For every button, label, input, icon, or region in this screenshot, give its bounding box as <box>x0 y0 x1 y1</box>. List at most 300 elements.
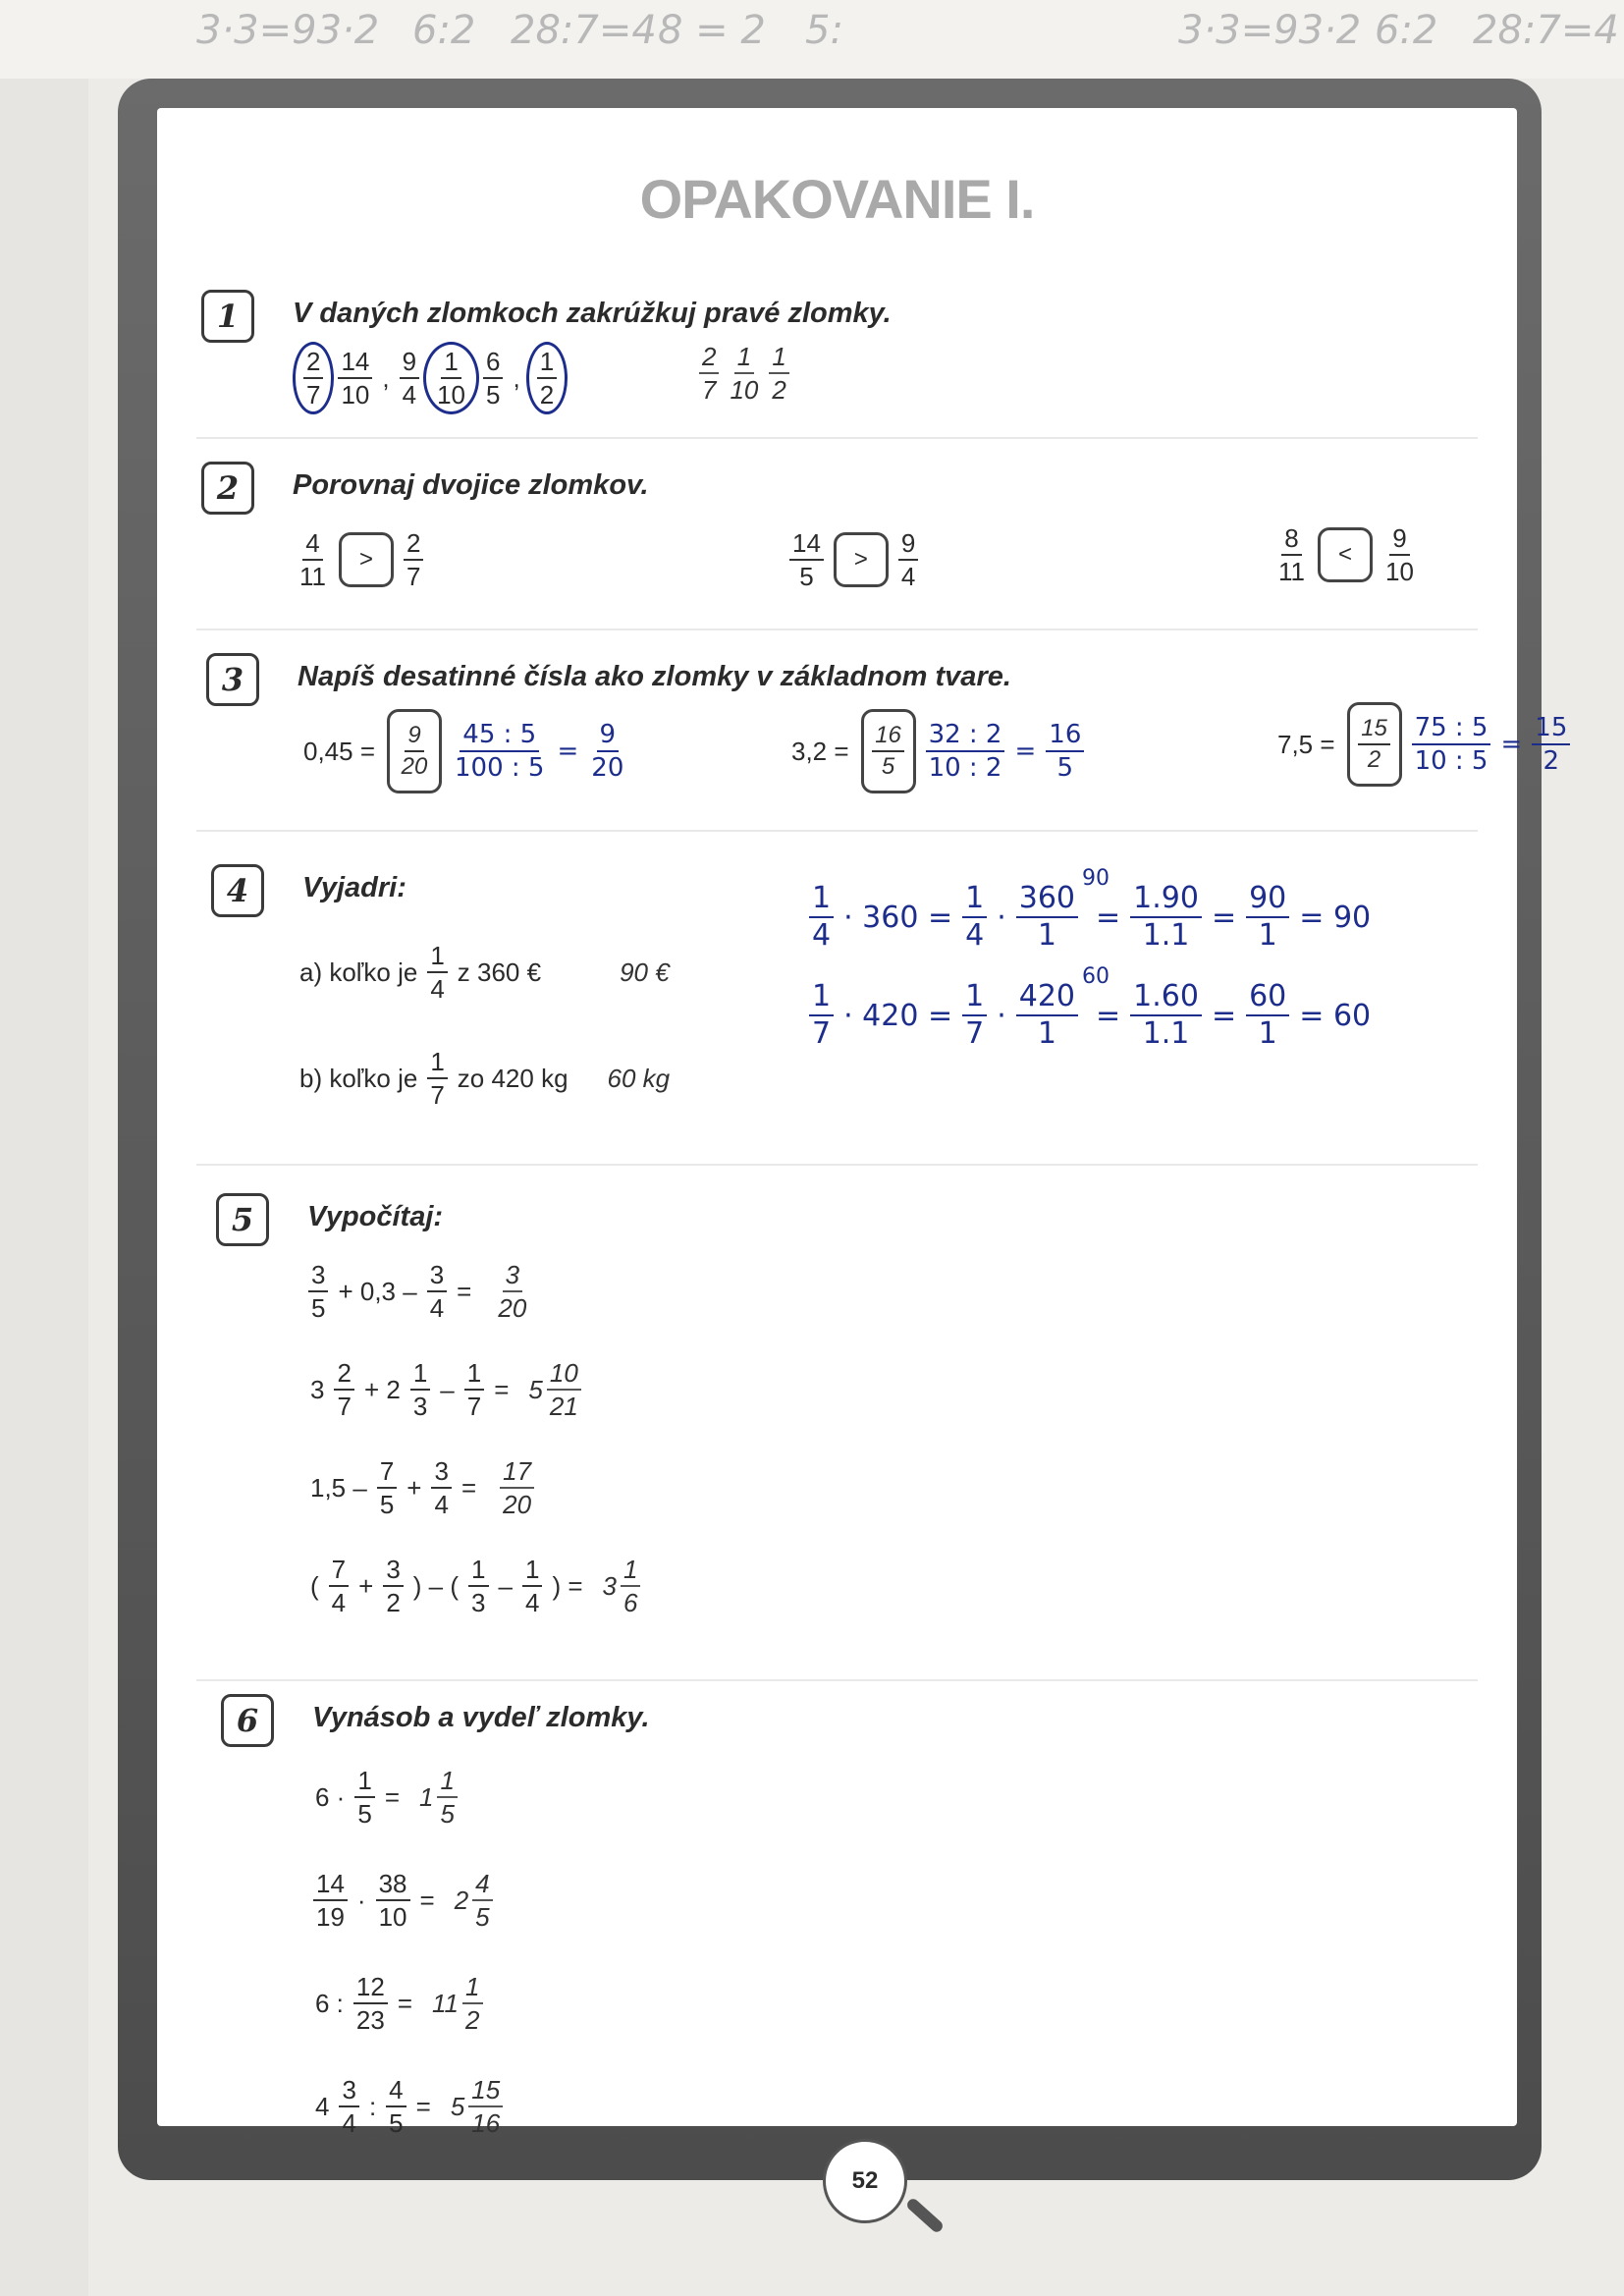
decimal-label: 0,45 = <box>303 736 376 766</box>
fraction <box>468 1557 488 1615</box>
answer-box <box>861 709 916 793</box>
numerator: 9 <box>405 724 423 752</box>
answer-fraction <box>472 1871 492 1930</box>
denominator: 7 <box>965 1016 985 1051</box>
exercise-4-instruction: Vyjadri: <box>302 872 406 903</box>
numerator: 1 <box>962 982 987 1016</box>
result: = 90 <box>1299 900 1372 935</box>
denominator: 4 <box>965 918 985 953</box>
numerator: 9 <box>898 530 918 561</box>
denominator: 20 <box>503 1490 532 1519</box>
numerator: 1 <box>464 1360 484 1391</box>
result: = 60 <box>1299 998 1372 1033</box>
expression-row <box>304 1360 585 1419</box>
operator: ) – ( <box>412 1570 460 1601</box>
numerator: 3 <box>308 1262 328 1292</box>
denominator: 5 <box>389 2108 404 2138</box>
decimal-label: 3,2 = <box>791 736 849 766</box>
margin-note: 60 <box>1082 963 1110 989</box>
numerator: 1 <box>462 1974 482 2004</box>
operator: · 420 = <box>843 998 953 1033</box>
denominator: 3 <box>412 1392 428 1421</box>
scribble: 28:7=4 <box>1473 8 1619 53</box>
fraction <box>427 1262 447 1321</box>
numerator: 8 <box>1281 525 1301 556</box>
equals: = <box>1500 730 1523 759</box>
answer <box>496 1458 538 1517</box>
whole-part: 1 <box>419 1781 434 1812</box>
fraction <box>483 349 503 408</box>
numerator: 1 <box>437 1768 457 1798</box>
numerator: 15 <box>468 2077 503 2107</box>
numerator: 60 <box>1246 982 1289 1016</box>
handwritten-work-4a <box>805 865 1377 953</box>
answer-fraction <box>769 344 788 403</box>
fraction <box>376 1871 410 1930</box>
answer-fraction <box>495 1262 529 1321</box>
comparison-box: < <box>1318 527 1373 582</box>
numerator: 1.90 <box>1130 884 1202 918</box>
denominator: 10 <box>730 375 759 405</box>
numerator: 3 <box>383 1557 403 1587</box>
expression-row <box>309 1974 487 2033</box>
numerator: 16 <box>872 724 904 752</box>
fraction <box>962 979 987 1051</box>
denominator: 7 <box>466 1392 482 1421</box>
fraction <box>303 349 323 408</box>
denominator: 5 <box>475 1902 490 1932</box>
numerator: 2 <box>303 349 323 379</box>
operator: 4 <box>315 2091 330 2121</box>
denominator: 20 <box>498 1293 527 1323</box>
numerator: 1 <box>962 884 987 918</box>
exercise-2-instruction: Porovnaj dvojice zlomkov. <box>293 469 649 501</box>
denominator: 4 <box>402 380 417 410</box>
whole-part: 11 <box>432 1988 460 2018</box>
fraction: $\frac{1}{7}$ <box>427 1049 447 1108</box>
whole-part: 2 <box>454 1885 469 1915</box>
denominator: 5 <box>799 562 814 591</box>
circled-fraction <box>423 342 479 414</box>
left-margin <box>0 79 88 2296</box>
exercise-5-instruction: Vypočítaj: <box>307 1201 444 1232</box>
circled-fraction <box>293 342 334 414</box>
page-number: 52 <box>823 2139 907 2223</box>
denominator: 2 <box>465 2005 480 2035</box>
exercise-number-3: 3 <box>206 653 259 706</box>
operator: = <box>397 1988 413 2018</box>
fraction <box>339 2077 358 2136</box>
answer-box <box>387 709 442 793</box>
numerator: 7 <box>329 1557 349 1587</box>
answer-fraction <box>500 1458 534 1517</box>
fraction <box>1246 881 1289 953</box>
fraction <box>809 881 834 953</box>
expression-row <box>309 1871 497 1930</box>
equals: = <box>557 737 579 766</box>
answer <box>451 2077 507 2136</box>
answer-fraction <box>621 1557 640 1615</box>
numerator: 1.60 <box>1130 982 1202 1016</box>
operator: ) = <box>552 1570 583 1601</box>
exercise-4a <box>299 943 670 1002</box>
denominator: 4 <box>900 562 916 591</box>
handwritten-work <box>922 722 1089 781</box>
numerator: 2 <box>699 344 719 374</box>
denominator: 7 <box>337 1392 352 1421</box>
exercise-4a-suffix: z 360 € <box>457 957 542 987</box>
numerator: 2 <box>334 1360 353 1391</box>
denominator: 1 <box>1037 918 1056 953</box>
denominator: 1.1 <box>1142 1016 1190 1051</box>
denominator: 19 <box>316 1902 345 1932</box>
fraction: $\frac{1}{4}$ <box>427 943 447 1002</box>
exercise-number-5: 5 <box>216 1193 269 1246</box>
denominator: 10 : 2 <box>928 753 1002 783</box>
expression-row <box>304 1557 644 1615</box>
equals: = <box>1096 900 1121 935</box>
denominator: 4 <box>434 1490 449 1519</box>
decimal-item <box>785 709 1088 793</box>
denominator: 4 <box>429 1293 445 1323</box>
fraction <box>1275 525 1308 584</box>
fraction <box>434 349 468 408</box>
fraction <box>400 349 419 408</box>
denominator: 2 <box>772 375 786 405</box>
fraction <box>1016 979 1078 1051</box>
operator: 6 : <box>315 1988 344 2018</box>
operator: = <box>419 1885 435 1915</box>
denominator: 6 <box>623 1588 638 1617</box>
fraction <box>537 349 557 408</box>
numerator: 4 <box>386 2077 406 2107</box>
denominator: 4 <box>342 2108 356 2138</box>
fraction <box>588 722 626 781</box>
fraction <box>313 1871 348 1930</box>
denominator: 20 <box>401 753 428 780</box>
numerator: 1 <box>354 1768 374 1798</box>
comparison-box: > <box>834 532 889 587</box>
answer <box>603 1557 645 1615</box>
fraction <box>898 530 918 589</box>
answer <box>528 1360 584 1419</box>
numerator: 1 <box>769 344 788 374</box>
denominator: 23 <box>355 2005 385 2035</box>
compare-pair <box>293 530 427 589</box>
numerator: 3 <box>427 1262 447 1292</box>
numerator: 16 <box>1046 722 1084 752</box>
fraction <box>386 2077 406 2136</box>
denominator: 7 <box>702 375 717 405</box>
fraction <box>1130 881 1202 953</box>
numerator: 1 <box>537 349 557 379</box>
numerator: 9 <box>400 349 419 379</box>
exercise-4a-answer: 90 € <box>620 957 670 987</box>
operator: · <box>997 998 1006 1033</box>
numerator: 2 <box>404 530 423 561</box>
denominator: 7 <box>306 380 321 410</box>
answer-fraction <box>437 1768 457 1827</box>
denominator: 4 <box>331 1588 347 1617</box>
numerator: 1 <box>468 1557 488 1587</box>
fraction <box>1130 979 1202 1051</box>
exercise-number-2: 2 <box>201 462 254 515</box>
numerator: 90 <box>1246 884 1289 918</box>
numerator: 1 <box>410 1360 430 1391</box>
numerator: 9 <box>1389 525 1409 556</box>
denominator: 1 <box>1258 918 1277 953</box>
fraction <box>1016 881 1078 953</box>
operator: – <box>440 1374 455 1404</box>
denominator: 5 <box>379 1490 395 1519</box>
numerator: 1 <box>734 344 754 374</box>
handwritten-work <box>448 722 630 781</box>
fraction <box>353 1974 388 2033</box>
operator: + 0,3 – <box>338 1276 417 1306</box>
fraction <box>1046 722 1084 781</box>
denominator: 10 <box>378 1902 407 1932</box>
denominator: 1 <box>1258 1016 1277 1051</box>
equals: = <box>1211 900 1237 935</box>
numerator: 1 <box>621 1557 640 1587</box>
exercise-1-instruction: V daných zlomkoch zakrúžkuj pravé zlomky. <box>293 298 892 329</box>
denominator: 11 <box>299 562 326 591</box>
denominator: 21 <box>549 1392 578 1421</box>
answer-fraction <box>547 1360 581 1419</box>
whole-part: 5 <box>528 1374 543 1404</box>
answer <box>491 1262 533 1321</box>
numerator: 14 <box>313 1871 348 1901</box>
numerator: 3 <box>339 2077 358 2107</box>
comma: , <box>513 362 520 393</box>
exercise-4b-prefix: b) koľko je <box>299 1063 418 1093</box>
fraction <box>354 1768 374 1827</box>
denominator: 5 <box>311 1293 326 1323</box>
denominator: 7 <box>812 1016 832 1051</box>
fraction <box>1532 715 1570 774</box>
exercise-4b-answer: 60 kg <box>607 1063 671 1093</box>
denominator: 2 <box>539 380 555 410</box>
exercise-1-answers <box>695 344 793 403</box>
expression-row <box>304 1458 538 1517</box>
denominator: 10 <box>437 380 466 410</box>
page-title: OPAKOVANIE I. <box>639 168 1035 230</box>
fraction <box>926 722 1005 781</box>
denominator: 4 <box>812 918 832 953</box>
numerator: 360 <box>1016 884 1078 918</box>
handwritten-work-4b <box>805 963 1377 1051</box>
denominator: 100 : 5 <box>455 753 545 783</box>
fraction <box>809 979 834 1051</box>
exercise-4a-prefix: a) koľko je <box>299 957 418 987</box>
fraction <box>297 530 329 589</box>
whole-part: 3 <box>602 1570 617 1601</box>
decimal-item <box>298 709 630 793</box>
denominator: 3 <box>471 1588 486 1617</box>
denominator: 5 <box>881 753 895 780</box>
operator: + 2 <box>363 1374 401 1404</box>
exercise-6-instruction: Vynásob a vydeľ zlomky. <box>312 1702 650 1733</box>
denominator: 16 <box>471 2108 501 2138</box>
numerator: 7 <box>377 1458 397 1489</box>
fraction <box>464 1360 484 1419</box>
fraction <box>1412 715 1491 774</box>
fraction <box>410 1360 430 1419</box>
exercise-number-6: 6 <box>221 1694 274 1747</box>
numerator: 6 <box>483 349 503 379</box>
denominator: 2 <box>386 1588 401 1617</box>
denominator: 4 <box>524 1588 540 1617</box>
operator: – <box>498 1570 513 1601</box>
numerator: 1 <box>809 982 834 1016</box>
whole-part: 5 <box>450 2091 465 2121</box>
scribble: 8 = 2 <box>658 8 766 53</box>
numerator: 3 <box>503 1262 522 1292</box>
numerator: 45 : 5 <box>460 722 539 752</box>
whiteboard <box>157 108 1568 2138</box>
answer-fraction <box>872 724 904 779</box>
numerator: 12 <box>353 1974 388 2004</box>
answer-fraction <box>462 1974 482 2033</box>
answer <box>432 1974 486 2033</box>
scribble: 6:2 <box>412 8 476 53</box>
fraction <box>334 1360 353 1419</box>
exercise-4b-suffix: zo 420 kg <box>457 1063 568 1093</box>
operator: 1,5 – <box>310 1472 367 1503</box>
fraction <box>452 722 547 781</box>
fraction <box>522 1557 542 1615</box>
fraction <box>789 530 824 589</box>
fraction <box>377 1458 397 1517</box>
exercise-number-4: 4 <box>211 864 264 917</box>
denominator: 1 <box>1037 1016 1056 1051</box>
operator: : <box>368 2091 377 2121</box>
compare-pair <box>785 530 922 589</box>
divider <box>196 437 1478 439</box>
scribble: 6:2 <box>1375 8 1438 53</box>
numerator: 14 <box>789 530 824 561</box>
denominator: 20 <box>591 753 624 783</box>
operator: · <box>356 1885 366 1915</box>
denominator: 10 : 5 <box>1414 746 1489 776</box>
divider <box>196 1164 1478 1166</box>
circled-fraction <box>526 342 568 414</box>
operator: · 360 = <box>843 900 953 935</box>
operator: = <box>384 1781 400 1812</box>
answer-fraction <box>399 724 431 779</box>
compare-pair <box>1272 525 1421 584</box>
numerator: 420 <box>1016 982 1078 1016</box>
expression-row <box>309 1768 461 1827</box>
numerator: 1 <box>522 1557 542 1587</box>
denominator: 2 <box>1367 746 1381 773</box>
denominator: 5 <box>440 1799 455 1829</box>
handwritten-work <box>1408 715 1575 774</box>
top-margin-scribbles <box>0 0 1624 79</box>
fraction <box>329 1557 349 1615</box>
answer-fraction <box>727 344 761 403</box>
fraction <box>1246 979 1289 1051</box>
exercise-4b <box>299 1049 670 1108</box>
equals: = <box>1096 998 1121 1033</box>
expression-row <box>304 1262 533 1321</box>
numerator: 15 <box>1532 715 1570 745</box>
comma: , <box>382 362 390 393</box>
scribble: 5: <box>805 8 843 53</box>
fraction <box>1382 525 1417 584</box>
numerator: 9 <box>597 722 620 752</box>
fraction <box>308 1262 328 1321</box>
answer <box>419 1768 461 1827</box>
numerator: 1 <box>441 349 460 379</box>
divider <box>196 830 1478 832</box>
fraction <box>383 1557 403 1615</box>
operator: = <box>457 1276 472 1306</box>
denominator: 1.1 <box>1142 918 1190 953</box>
exercise-number-1: 1 <box>201 290 254 343</box>
denominator: 5 <box>357 1799 372 1829</box>
comparison-box: > <box>339 532 394 587</box>
denominator: 11 <box>1278 557 1305 586</box>
fraction <box>962 881 987 953</box>
numerator: 38 <box>376 1871 410 1901</box>
numerator: 17 <box>500 1458 534 1489</box>
denominator: 5 <box>1056 753 1074 783</box>
operator: + <box>406 1472 422 1503</box>
operator: 6 · <box>315 1781 346 1812</box>
scribble: 3·3=93·2 <box>1178 8 1362 53</box>
answer <box>455 1871 497 1930</box>
operator: = <box>460 1472 477 1503</box>
answer-fraction <box>1358 717 1390 772</box>
operator: = <box>494 1374 510 1404</box>
denominator: 10 <box>341 380 370 410</box>
denominator: 10 <box>1385 557 1414 586</box>
scribble: 3·3=93·2 <box>196 8 380 53</box>
equals: = <box>1014 737 1037 766</box>
denominator: 2 <box>1543 746 1560 776</box>
exercise-3-instruction: Napíš desatinné čísla ako zlomky v základnom tvare. <box>298 661 1011 692</box>
answer-fraction <box>699 344 719 403</box>
divider <box>196 629 1478 630</box>
numerator: 15 <box>1358 717 1390 745</box>
operator: 3 <box>310 1374 325 1404</box>
operator: · <box>997 900 1006 935</box>
equals: = <box>1211 998 1237 1033</box>
numerator: 4 <box>472 1871 492 1901</box>
numerator: 4 <box>302 530 322 561</box>
answer-fraction <box>468 2077 503 2136</box>
numerator: 32 : 2 <box>926 722 1005 752</box>
numerator: 1 <box>809 884 834 918</box>
denominator: 5 <box>486 380 501 410</box>
expression-row <box>309 2077 507 2136</box>
decimal-item <box>1272 702 1574 787</box>
fraction <box>431 1458 451 1517</box>
denominator: 7 <box>406 562 421 591</box>
numerator: 75 : 5 <box>1412 715 1491 745</box>
exercise-1-fractions <box>293 342 568 414</box>
operator: ( <box>310 1570 319 1601</box>
answer-box <box>1347 702 1402 787</box>
margin-note: 90 <box>1082 865 1110 891</box>
numerator: 14 <box>338 349 372 379</box>
numerator: 3 <box>431 1458 451 1489</box>
divider <box>196 1679 1478 1681</box>
fraction <box>404 530 423 589</box>
magnifier-handle <box>905 2197 946 2234</box>
scribble: 28:7=4 <box>511 8 657 53</box>
